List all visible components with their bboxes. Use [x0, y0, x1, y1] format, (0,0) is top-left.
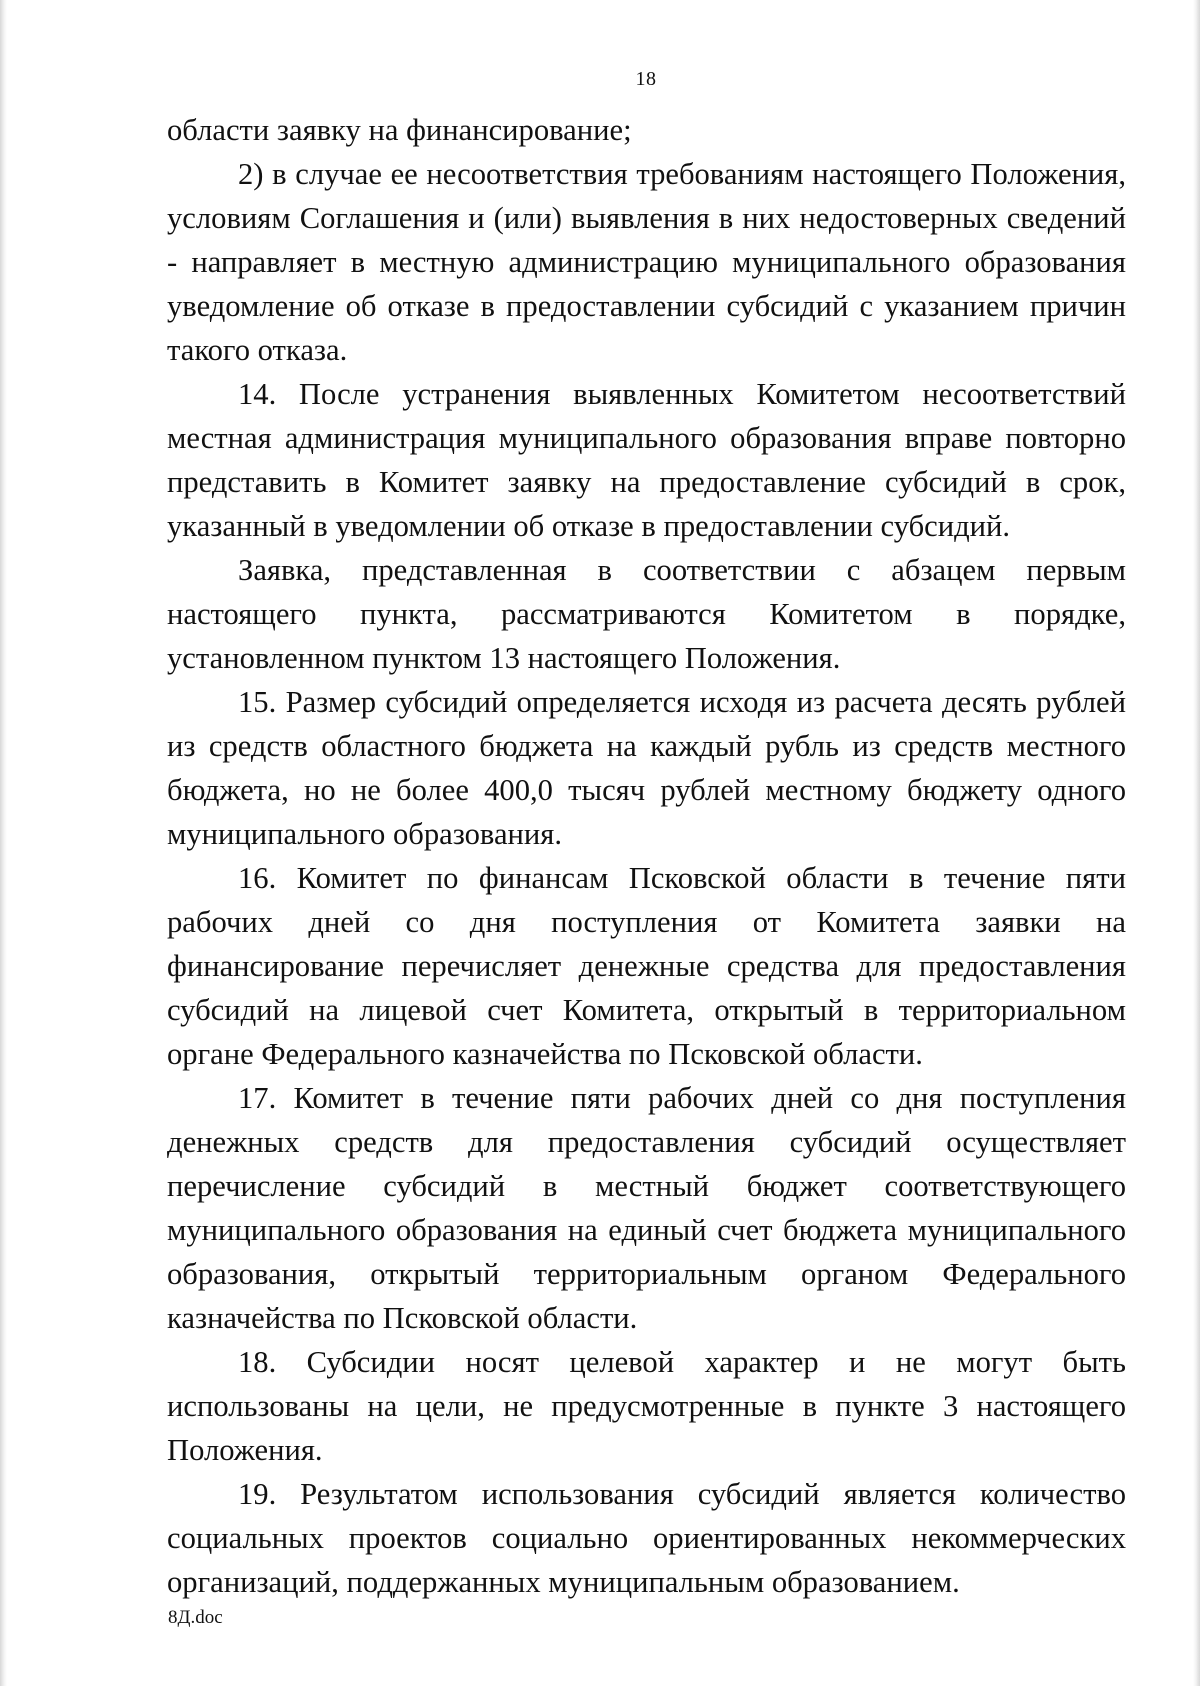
scan-edge-left — [0, 0, 7, 1686]
paragraph-18: 18. Субсидии носят целевой характер и не могут быть использованы на цели, не предусмотренные в пункте 3 настоящего Положения. — [167, 1345, 1126, 1467]
document-body — [167, 108, 1126, 1604]
paragraph-19: 19. Результатом использования субсидий является количество социальных проектов социально ориентированных некоммерческих организаций, поддержанных муниципальным образованием. — [167, 1477, 1126, 1599]
paragraph-14: 14. После устранения выявленных Комитетом несоответствий местная администрация муниципального образования вправе повторно представить в Комитет заявку на предоставление субсидий в срок, указанный в уведомлении об отказе в предоставлении субсидий. — [167, 377, 1126, 543]
page-number: 18 — [635, 68, 657, 90]
scan-edge-right — [1193, 0, 1200, 1686]
footer-filename: 8Д.doc — [168, 1607, 223, 1628]
paragraph-17: 17. Комитет в течение пяти рабочих дней со дня поступления денежных средств для предоставления субсидий осуществляет перечисление субсидий в местный бюджет соответствующего муниципального образования на единый счет бюджета муниципального образования, открытый территориальным органом Федерального казначейства по Псковской области. — [167, 1081, 1126, 1335]
paragraph-14-second: Заявка, представленная в соответствии с абзацем первым настоящего пункта, рассматриваются Комитетом в порядке, установленном пунктом 13 настоящего Положения. — [167, 553, 1126, 675]
paragraph-15: 15. Размер субсидий определяется исходя из расчета десять рублей из средств областного бюджета на каждый рубль из средств местного бюджета, но не более 400,0 тысяч рублей местному бюджету одного муниципального образования. — [167, 685, 1126, 851]
paragraph-item-2: 2) в случае ее несоответствия требованиям настоящего Положения, условиям Соглашения и (или) выявления в них недостоверных сведений - направляет в местную администрацию муниципального образования уведомление об отказе в предоставлении субсидий с указанием причин такого отказа. — [167, 157, 1126, 367]
paragraph-continuation: области заявку на финансирование; — [167, 113, 632, 147]
paragraph-16: 16. Комитет по финансам Псковской области в течение пяти рабочих дней со дня поступления от Комитета заявки на финансирование перечисляет денежные средства для предоставления субсидий на лицевой счет Комитета, открытый в территориальном органе Федерального казначейства по Псковской области. — [167, 861, 1126, 1071]
